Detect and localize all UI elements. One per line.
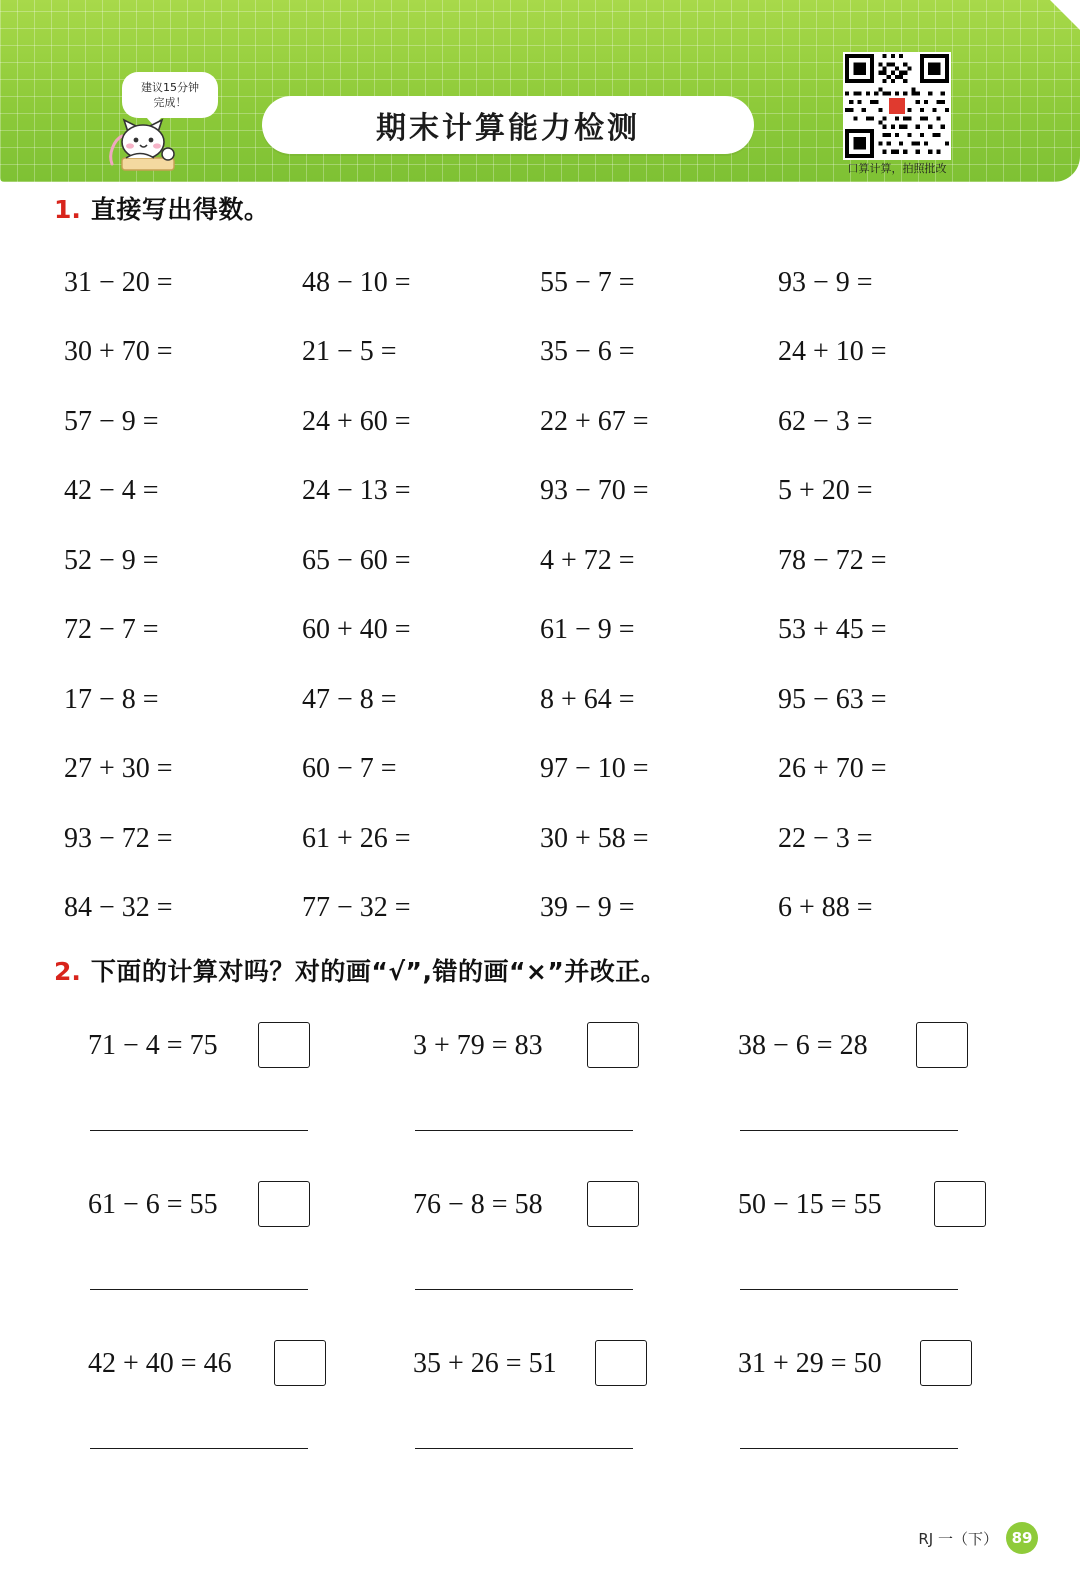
bubble-line-2: 完成！ xyxy=(153,96,187,109)
problem-item: 8 + 64 = xyxy=(540,683,635,715)
section-2-title: 下面的计算对吗？对的画“√”,错的画“×”并改正。 xyxy=(90,957,667,986)
problem-item: 61 + 26 = xyxy=(302,822,411,854)
equation-text: 3 + 79 = 83 xyxy=(413,1030,543,1061)
answer-box[interactable] xyxy=(258,1181,310,1227)
problem-item: 22 + 67 = xyxy=(540,405,649,437)
problem-item: 93 − 70 = xyxy=(540,475,649,507)
problem-item: 78 − 72 = xyxy=(778,544,887,576)
section-1-title: 直接写出得数。 xyxy=(90,195,270,224)
answer-box[interactable] xyxy=(934,1181,986,1227)
section-2-problem-grid xyxy=(62,1012,1018,1489)
problem-item: 72 − 7 = xyxy=(64,614,159,646)
problem-item: 6 + 88 = xyxy=(778,892,873,924)
problem-item: 61 − 9 = xyxy=(540,614,635,646)
qr-caption: 口算计算，拍照批改 xyxy=(847,162,947,175)
problem-item: 47 − 8 = xyxy=(302,683,397,715)
page-number-badge: 89 xyxy=(1006,1522,1038,1554)
problem-item: 21 − 5 = xyxy=(302,336,397,368)
check-problem-cell xyxy=(712,1171,1017,1330)
equation-text: 76 − 8 = 58 xyxy=(413,1189,543,1220)
correction-line[interactable] xyxy=(415,1448,633,1449)
correction-line[interactable] xyxy=(415,1289,633,1290)
correction-line[interactable] xyxy=(90,1130,308,1131)
problem-item: 60 − 7 = xyxy=(302,753,397,785)
answer-box[interactable] xyxy=(920,1340,972,1386)
problem-item: 93 − 9 = xyxy=(778,266,873,298)
page-footer xyxy=(918,1522,1038,1554)
problem-item: 55 − 7 = xyxy=(540,266,635,298)
equation-text: 42 + 40 = 46 xyxy=(88,1348,232,1379)
answer-box[interactable] xyxy=(258,1022,310,1068)
equation-text: 61 − 6 = 55 xyxy=(88,1189,218,1220)
qr-code[interactable] xyxy=(843,52,951,160)
equation-text: 31 + 29 = 50 xyxy=(738,1348,882,1379)
equation-text: 50 − 15 = 55 xyxy=(738,1189,882,1220)
page-title-plate xyxy=(262,96,754,154)
problem-item: 4 + 72 = xyxy=(540,544,635,576)
problem-item: 60 + 40 = xyxy=(302,614,411,646)
equation-text: 71 − 4 = 75 xyxy=(88,1030,218,1061)
problem-item: 27 + 30 = xyxy=(64,753,173,785)
check-problem-cell xyxy=(387,1012,692,1171)
problem-item: 97 − 10 = xyxy=(540,753,649,785)
equation-text: 38 − 6 = 28 xyxy=(738,1030,868,1061)
answer-box[interactable] xyxy=(274,1340,326,1386)
check-problem-cell xyxy=(387,1330,692,1489)
check-problem-cell xyxy=(62,1171,367,1330)
answer-box[interactable] xyxy=(587,1022,639,1068)
problem-item: 30 + 70 = xyxy=(64,336,173,368)
problem-item: 30 + 58 = xyxy=(540,822,649,854)
problem-item: 39 − 9 = xyxy=(540,892,635,924)
answer-box[interactable] xyxy=(587,1181,639,1227)
correction-line[interactable] xyxy=(415,1130,633,1131)
problem-item: 42 − 4 = xyxy=(64,475,159,507)
section-1-header xyxy=(54,190,269,226)
problem-item: 35 − 6 = xyxy=(540,336,635,368)
check-problem-cell xyxy=(387,1171,692,1330)
correction-line[interactable] xyxy=(90,1448,308,1449)
problem-item: 93 − 72 = xyxy=(64,822,173,854)
problem-item: 5 + 20 = xyxy=(778,475,873,507)
problem-item: 17 − 8 = xyxy=(64,683,159,715)
correction-line[interactable] xyxy=(740,1448,958,1449)
cat-mascot-icon xyxy=(106,114,198,172)
problem-item: 24 − 13 = xyxy=(302,475,411,507)
problem-item: 84 − 32 = xyxy=(64,892,173,924)
problem-item: 24 + 60 = xyxy=(302,405,411,437)
correction-line[interactable] xyxy=(90,1289,308,1290)
header-banner xyxy=(0,0,1080,182)
section-1-problem-grid xyxy=(64,248,1016,943)
problem-item: 22 − 3 = xyxy=(778,822,873,854)
correction-line[interactable] xyxy=(740,1289,958,1290)
section-2-number: 2. xyxy=(54,957,81,986)
problem-item: 62 − 3 = xyxy=(778,405,873,437)
check-problem-cell xyxy=(62,1012,367,1171)
problem-item: 48 − 10 = xyxy=(302,266,411,298)
problem-item: 95 − 63 = xyxy=(778,683,887,715)
bubble-line-1: 建议15分钟 xyxy=(141,81,199,94)
problem-item: 65 − 60 = xyxy=(302,544,411,576)
answer-box[interactable] xyxy=(916,1022,968,1068)
footer-label: RJ 一（下） xyxy=(918,1529,998,1548)
answer-box[interactable] xyxy=(595,1340,647,1386)
problem-item: 24 + 10 = xyxy=(778,336,887,368)
correction-line[interactable] xyxy=(740,1130,958,1131)
problem-item: 77 − 32 = xyxy=(302,892,411,924)
problem-item: 53 + 45 = xyxy=(778,614,887,646)
problem-item: 31 − 20 = xyxy=(64,266,173,298)
equation-text: 35 + 26 = 51 xyxy=(413,1348,557,1379)
problem-item: 52 − 9 = xyxy=(64,544,159,576)
check-problem-cell xyxy=(712,1012,1017,1171)
problem-item: 26 + 70 = xyxy=(778,753,887,785)
check-problem-cell xyxy=(62,1330,367,1489)
problem-item: 57 − 9 = xyxy=(64,405,159,437)
check-problem-cell xyxy=(712,1330,1017,1489)
page-title: 期末计算能力检测 xyxy=(376,111,640,146)
section-2-header xyxy=(54,952,666,988)
speech-bubble xyxy=(122,72,218,118)
section-1-number: 1. xyxy=(54,195,81,224)
